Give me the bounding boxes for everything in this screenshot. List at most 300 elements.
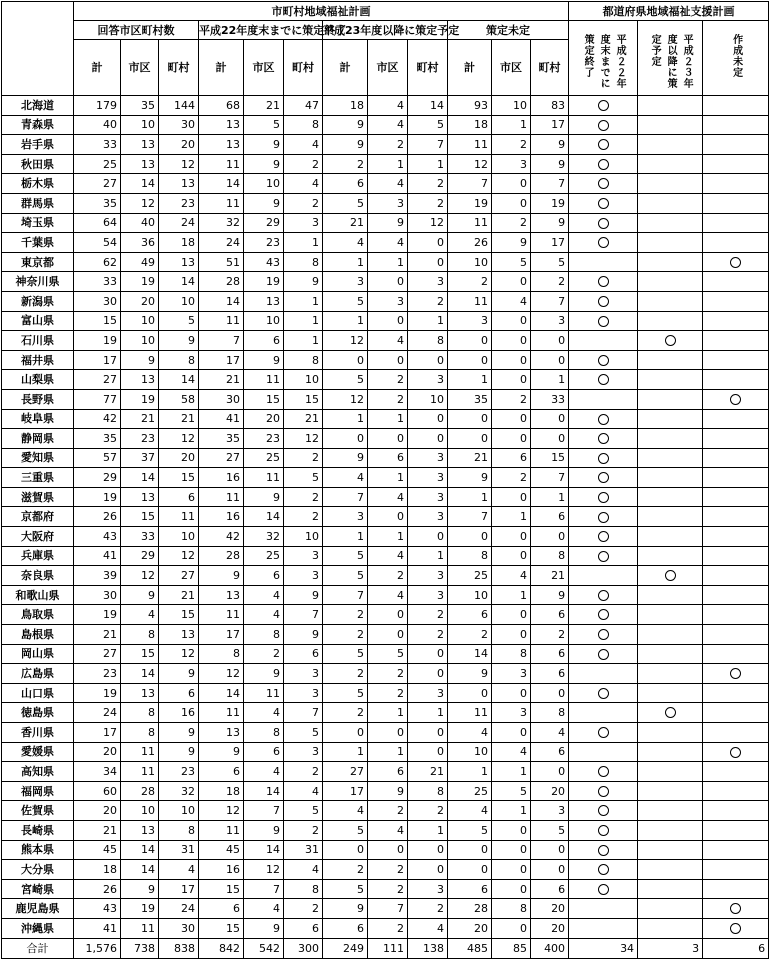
none-city-cell: 8 — [492, 644, 531, 664]
done-city-cell: 11 — [244, 370, 284, 390]
table-row — [2, 233, 769, 253]
done-city-cell: 23 — [244, 429, 284, 449]
pref-done-header — [569, 21, 638, 96]
plan-town-cell: 0 — [408, 350, 448, 370]
none-total-cell: 25 — [448, 781, 492, 801]
resp-city-cell: 4 — [121, 605, 159, 625]
plan-town-cell: 2 — [408, 193, 448, 213]
pref-done-cell — [569, 840, 638, 860]
circle-mark-icon — [598, 531, 609, 542]
prefecture-name: 埼玉県 — [2, 213, 74, 233]
done-town-cell: 4 — [284, 860, 323, 880]
prefecture-name: 和歌山県 — [2, 585, 74, 605]
total-pref-none: 6 — [703, 938, 769, 958]
prefecture-name: 神奈川県 — [2, 272, 74, 292]
done-town-cell: 31 — [284, 840, 323, 860]
none-total-cell: 3 — [448, 311, 492, 331]
table-row — [2, 252, 769, 272]
resp-total-cell: 42 — [74, 409, 121, 429]
done-total-cell: 11 — [199, 703, 244, 723]
pref-plan-cell — [638, 644, 703, 664]
pref-done-cell — [569, 703, 638, 723]
circle-mark-icon — [730, 747, 741, 758]
circle-mark-icon — [598, 766, 609, 777]
none-total-cell: 5 — [448, 820, 492, 840]
resp-city-cell: 15 — [121, 644, 159, 664]
pref-none-cell — [703, 840, 769, 860]
none-town-cell: 1 — [531, 370, 569, 390]
done-town-cell: 47 — [284, 96, 323, 116]
none-town-cell: 0 — [531, 331, 569, 351]
plan-city-cell: 7 — [368, 899, 408, 919]
resp-total-cell: 77 — [74, 389, 121, 409]
resp-town-cell: 10 — [159, 527, 199, 547]
resp-town-cell: 12 — [159, 546, 199, 566]
circle-mark-icon — [665, 570, 676, 581]
done-town-cell: 6 — [284, 918, 323, 938]
none-total-cell: 2 — [448, 272, 492, 292]
done-city-header: 市区 — [244, 40, 284, 96]
pref-none-cell — [703, 233, 769, 253]
done-total-cell: 11 — [199, 605, 244, 625]
table-row — [2, 860, 769, 880]
table-row — [2, 762, 769, 782]
plan-total-cell: 5 — [323, 193, 368, 213]
resp-total-cell: 45 — [74, 840, 121, 860]
pref-none-cell — [703, 507, 769, 527]
none-city-cell: 1 — [492, 762, 531, 782]
none-city-cell: 0 — [492, 487, 531, 507]
resp-total-cell: 19 — [74, 331, 121, 351]
pref-none-cell — [703, 213, 769, 233]
table-row — [2, 527, 769, 547]
plan-total-cell: 17 — [323, 781, 368, 801]
none-town-cell: 6 — [531, 605, 569, 625]
plan-town-cell: 4 — [408, 918, 448, 938]
pref-plan-cell — [638, 899, 703, 919]
pref-none-cell — [703, 370, 769, 390]
prefecture-name: 新潟県 — [2, 291, 74, 311]
none-town-cell: 2 — [531, 272, 569, 292]
resp-town-cell: 12 — [159, 644, 199, 664]
resp-city-cell: 49 — [121, 252, 159, 272]
pref-plan-cell — [638, 801, 703, 821]
resp-city-cell: 36 — [121, 233, 159, 253]
pref-done-cell — [569, 174, 638, 194]
plan-town-cell: 3 — [408, 272, 448, 292]
plan-total-cell: 5 — [323, 644, 368, 664]
pref-none-cell — [703, 683, 769, 703]
resp-total-cell: 30 — [74, 291, 121, 311]
plan-town-cell: 3 — [408, 370, 448, 390]
plan-total-cell: 12 — [323, 389, 368, 409]
resp-city-cell: 8 — [121, 703, 159, 723]
done-total-cell: 14 — [199, 291, 244, 311]
none-city-cell: 1 — [492, 585, 531, 605]
done-town-cell: 10 — [284, 370, 323, 390]
resp-city-cell: 11 — [121, 918, 159, 938]
none-total-cell: 11 — [448, 291, 492, 311]
resp-town-cell: 11 — [159, 507, 199, 527]
circle-mark-icon — [598, 316, 609, 327]
plan-town-cell: 3 — [408, 566, 448, 586]
circle-mark-icon — [598, 159, 609, 170]
pref-done-cell — [569, 546, 638, 566]
table-row — [2, 703, 769, 723]
none-town-cell: 9 — [531, 585, 569, 605]
done-city-cell: 4 — [244, 703, 284, 723]
plan-total-cell: 9 — [323, 448, 368, 468]
resp-city-cell: 12 — [121, 566, 159, 586]
none-total-cell: 10 — [448, 585, 492, 605]
pref-none-cell — [703, 723, 769, 743]
circle-mark-icon — [598, 296, 609, 307]
pref-done-cell — [569, 664, 638, 684]
pref-none-cell — [703, 409, 769, 429]
table-row — [2, 820, 769, 840]
none-town-cell: 21 — [531, 566, 569, 586]
resp-total-cell: 43 — [74, 527, 121, 547]
done-city-cell: 4 — [244, 762, 284, 782]
pref-done-cell — [569, 683, 638, 703]
none-city-cell: 0 — [492, 350, 531, 370]
done-total-cell: 11 — [199, 487, 244, 507]
table-row — [2, 879, 769, 899]
plan-total-cell: 9 — [323, 115, 368, 135]
table-row — [2, 801, 769, 821]
resp-total-cell: 35 — [74, 429, 121, 449]
done-city-cell: 12 — [244, 860, 284, 880]
pref-done-cell — [569, 723, 638, 743]
none-city-cell: 0 — [492, 370, 531, 390]
table-row — [2, 468, 769, 488]
plan-total-cell: 7 — [323, 487, 368, 507]
none-town-header: 町村 — [531, 40, 569, 96]
done-city-cell: 7 — [244, 801, 284, 821]
resp-total-cell: 64 — [74, 213, 121, 233]
table-row — [2, 742, 769, 762]
none-city-cell: 1 — [492, 801, 531, 821]
done-city-cell: 14 — [244, 840, 284, 860]
table-row — [2, 644, 769, 664]
done-city-cell: 15 — [244, 389, 284, 409]
pref-plan-line1: 平成２３年 — [681, 33, 693, 89]
resp-total-cell: 179 — [74, 96, 121, 116]
done-town-cell: 7 — [284, 703, 323, 723]
pref-plan-cell — [638, 840, 703, 860]
prefecture-name: 山梨県 — [2, 370, 74, 390]
done-total-cell: 51 — [199, 252, 244, 272]
none-total-cell: 10 — [448, 252, 492, 272]
circle-mark-icon — [598, 649, 609, 660]
plan-town-cell: 5 — [408, 115, 448, 135]
resp-city-cell: 9 — [121, 585, 159, 605]
plan-total-cell: 2 — [323, 605, 368, 625]
none-town-cell: 6 — [531, 507, 569, 527]
prefecture-name: 北海道 — [2, 96, 74, 116]
none-town-cell: 9 — [531, 154, 569, 174]
none-town-cell: 7 — [531, 174, 569, 194]
plan-town-cell: 7 — [408, 135, 448, 155]
table-row — [2, 723, 769, 743]
prefecture-name: 熊本県 — [2, 840, 74, 860]
none-total-cell: 25 — [448, 566, 492, 586]
pref-none-cell — [703, 625, 769, 645]
resp-city-cell: 19 — [121, 389, 159, 409]
resp-total-cell: 33 — [74, 135, 121, 155]
done-city-cell: 9 — [244, 918, 284, 938]
none-city-cell: 0 — [492, 860, 531, 880]
done-town-cell: 2 — [284, 507, 323, 527]
pref-none-cell — [703, 664, 769, 684]
done-town-cell: 8 — [284, 115, 323, 135]
plan-town-cell: 14 — [408, 96, 448, 116]
resp-town-cell: 21 — [159, 409, 199, 429]
plan-city-cell: 1 — [368, 409, 408, 429]
plan-city-cell: 3 — [368, 193, 408, 213]
circle-mark-icon — [598, 864, 609, 875]
circle-mark-icon — [598, 198, 609, 209]
none-total-cell: 10 — [448, 742, 492, 762]
pref-none-cell — [703, 801, 769, 821]
resp-city-cell: 14 — [121, 174, 159, 194]
pref-done-cell — [569, 135, 638, 155]
pref-done-cell — [569, 350, 638, 370]
none-town-cell: 15 — [531, 448, 569, 468]
pref-plan-cell — [638, 448, 703, 468]
none-town-cell: 3 — [531, 801, 569, 821]
pref-none-cell — [703, 331, 769, 351]
done-town-header: 町村 — [284, 40, 323, 96]
pref-none-cell — [703, 527, 769, 547]
pref-plan-cell — [638, 860, 703, 880]
pref-plan-cell — [638, 233, 703, 253]
plan-city-cell: 2 — [368, 860, 408, 880]
pref-done-cell — [569, 781, 638, 801]
prefecture-name: 徳島県 — [2, 703, 74, 723]
done-city-cell: 5 — [244, 115, 284, 135]
resp-town-cell: 9 — [159, 723, 199, 743]
plan-town-cell: 10 — [408, 389, 448, 409]
pref-plan-cell — [638, 370, 703, 390]
none-total-cell: 1 — [448, 370, 492, 390]
resp-total-cell: 21 — [74, 625, 121, 645]
done-town-cell: 2 — [284, 487, 323, 507]
total-resp-city: 738 — [121, 938, 159, 958]
circle-mark-icon — [598, 237, 609, 248]
done-city-cell: 11 — [244, 683, 284, 703]
plan-total-cell: 9 — [323, 899, 368, 919]
resp-total-cell: 21 — [74, 820, 121, 840]
plan-total-cell: 1 — [323, 252, 368, 272]
pref-none-cell — [703, 448, 769, 468]
prefecture-name: 長野県 — [2, 389, 74, 409]
done-total-cell: 17 — [199, 625, 244, 645]
circle-mark-icon — [598, 884, 609, 895]
resp-town-cell: 144 — [159, 96, 199, 116]
circle-mark-icon — [598, 727, 609, 738]
done-total-cell: 9 — [199, 566, 244, 586]
plan-total-cell: 5 — [323, 820, 368, 840]
pref-none-cell — [703, 135, 769, 155]
resp-total-cell: 33 — [74, 272, 121, 292]
plan-town-cell: 3 — [408, 487, 448, 507]
done-total-cell: 11 — [199, 311, 244, 331]
resp-city-cell: 11 — [121, 742, 159, 762]
plan-city-cell: 0 — [368, 429, 408, 449]
resp-city-cell: 10 — [121, 311, 159, 331]
resp-town-cell: 9 — [159, 331, 199, 351]
plan-city-cell: 4 — [368, 585, 408, 605]
none-city-cell: 0 — [492, 879, 531, 899]
resp-total-cell: 40 — [74, 115, 121, 135]
pref-none-cell — [703, 389, 769, 409]
none-town-cell: 1 — [531, 487, 569, 507]
plan-total-cell: 6 — [323, 918, 368, 938]
pref-none-cell — [703, 252, 769, 272]
done-town-cell: 21 — [284, 409, 323, 429]
none-city-cell: 2 — [492, 468, 531, 488]
none-total-cell: 4 — [448, 801, 492, 821]
done-total-cell: 11 — [199, 820, 244, 840]
done-city-cell: 43 — [244, 252, 284, 272]
none-city-cell: 0 — [492, 546, 531, 566]
resp-town-cell: 32 — [159, 781, 199, 801]
resp-total-cell: 27 — [74, 174, 121, 194]
resp-city-cell: 33 — [121, 527, 159, 547]
resp-city-cell: 13 — [121, 370, 159, 390]
none-town-cell: 9 — [531, 135, 569, 155]
table-row — [2, 193, 769, 213]
pref-done-cell — [569, 409, 638, 429]
plan-total-cell: 5 — [323, 566, 368, 586]
none-city-cell: 0 — [492, 683, 531, 703]
table-row — [2, 389, 769, 409]
none-city-cell: 1 — [492, 507, 531, 527]
prefecture-name: 三重県 — [2, 468, 74, 488]
circle-mark-icon — [598, 414, 609, 425]
plan-city-cell: 1 — [368, 468, 408, 488]
none-total-cell: 7 — [448, 507, 492, 527]
table-row — [2, 370, 769, 390]
prefecture-name: 宮崎県 — [2, 879, 74, 899]
done-city-cell: 11 — [244, 468, 284, 488]
prefecture-name: 青森県 — [2, 115, 74, 135]
circle-mark-icon — [598, 355, 609, 366]
none-city-cell: 0 — [492, 840, 531, 860]
none-total-header: 計 — [448, 40, 492, 96]
done-total-cell: 18 — [199, 781, 244, 801]
none-total-cell: 21 — [448, 448, 492, 468]
none-total-cell: 11 — [448, 135, 492, 155]
none-city-cell: 4 — [492, 566, 531, 586]
responding-header: 回答市区町村数 — [74, 21, 199, 40]
pref-none-cell — [703, 272, 769, 292]
plan-total-header: 計 — [323, 40, 368, 96]
circle-mark-icon — [598, 453, 609, 464]
resp-total-cell: 18 — [74, 860, 121, 880]
none-total-cell: 14 — [448, 644, 492, 664]
done-city-cell: 4 — [244, 899, 284, 919]
resp-total-cell: 15 — [74, 311, 121, 331]
circle-mark-icon — [598, 590, 609, 601]
prefecture-name: 大阪府 — [2, 527, 74, 547]
circle-mark-icon — [598, 100, 609, 111]
prefecture-name: 群馬県 — [2, 193, 74, 213]
table-row — [2, 448, 769, 468]
pref-done-cell — [569, 644, 638, 664]
done-total-cell: 13 — [199, 115, 244, 135]
total-pref-plan: 3 — [638, 938, 703, 958]
resp-city-cell: 13 — [121, 487, 159, 507]
pref-plan-cell — [638, 468, 703, 488]
prefecture-name: 岩手県 — [2, 135, 74, 155]
pref-done-cell — [569, 115, 638, 135]
resp-town-cell: 16 — [159, 703, 199, 723]
total-none-city: 85 — [492, 938, 531, 958]
pref-done-cell — [569, 213, 638, 233]
plan-city-cell: 9 — [368, 213, 408, 233]
resp-total-cell: 41 — [74, 918, 121, 938]
plan-town-cell: 0 — [408, 860, 448, 880]
prefecture-name: 香川県 — [2, 723, 74, 743]
resp-town-cell: 5 — [159, 311, 199, 331]
prefecture-name: 栃木県 — [2, 174, 74, 194]
resp-total-cell: 19 — [74, 487, 121, 507]
pref-plan-cell — [638, 213, 703, 233]
pref-plan-cell — [638, 605, 703, 625]
resp-town-cell: 21 — [159, 585, 199, 605]
done-total-cell: 45 — [199, 840, 244, 860]
prefecture-name: 愛知県 — [2, 448, 74, 468]
circle-mark-icon — [730, 394, 741, 405]
prefecture-name: 沖縄県 — [2, 918, 74, 938]
none-city-cell: 3 — [492, 154, 531, 174]
done-town-cell: 8 — [284, 252, 323, 272]
pref-done-cell — [569, 820, 638, 840]
none-city-cell: 0 — [492, 174, 531, 194]
plan-total-cell: 4 — [323, 468, 368, 488]
prefecture-name: 島根県 — [2, 625, 74, 645]
pref-none-line1: 作成未定 — [730, 33, 742, 78]
plan-city-cell: 6 — [368, 448, 408, 468]
none-total-cell: 8 — [448, 546, 492, 566]
resp-city-cell: 8 — [121, 625, 159, 645]
none-total-cell: 6 — [448, 605, 492, 625]
pref-plan-cell — [638, 154, 703, 174]
none-total-cell: 0 — [448, 840, 492, 860]
resp-total-cell: 23 — [74, 664, 121, 684]
circle-mark-icon — [598, 472, 609, 483]
table-row — [2, 429, 769, 449]
prefecture-name: 東京都 — [2, 252, 74, 272]
pref-plan-cell — [638, 311, 703, 331]
resp-city-cell: 14 — [121, 860, 159, 880]
none-town-cell: 83 — [531, 96, 569, 116]
none-town-cell: 5 — [531, 252, 569, 272]
none-city-cell: 3 — [492, 664, 531, 684]
done-town-cell: 1 — [284, 233, 323, 253]
resp-city-cell: 9 — [121, 350, 159, 370]
done-city-cell: 23 — [244, 233, 284, 253]
resp-city-cell: 23 — [121, 429, 159, 449]
plan-town-cell: 0 — [408, 409, 448, 429]
done-town-cell: 1 — [284, 331, 323, 351]
done-total-cell: 8 — [199, 644, 244, 664]
none-total-cell: 4 — [448, 723, 492, 743]
done-total-cell: 28 — [199, 546, 244, 566]
total-plan-town: 138 — [408, 938, 448, 958]
